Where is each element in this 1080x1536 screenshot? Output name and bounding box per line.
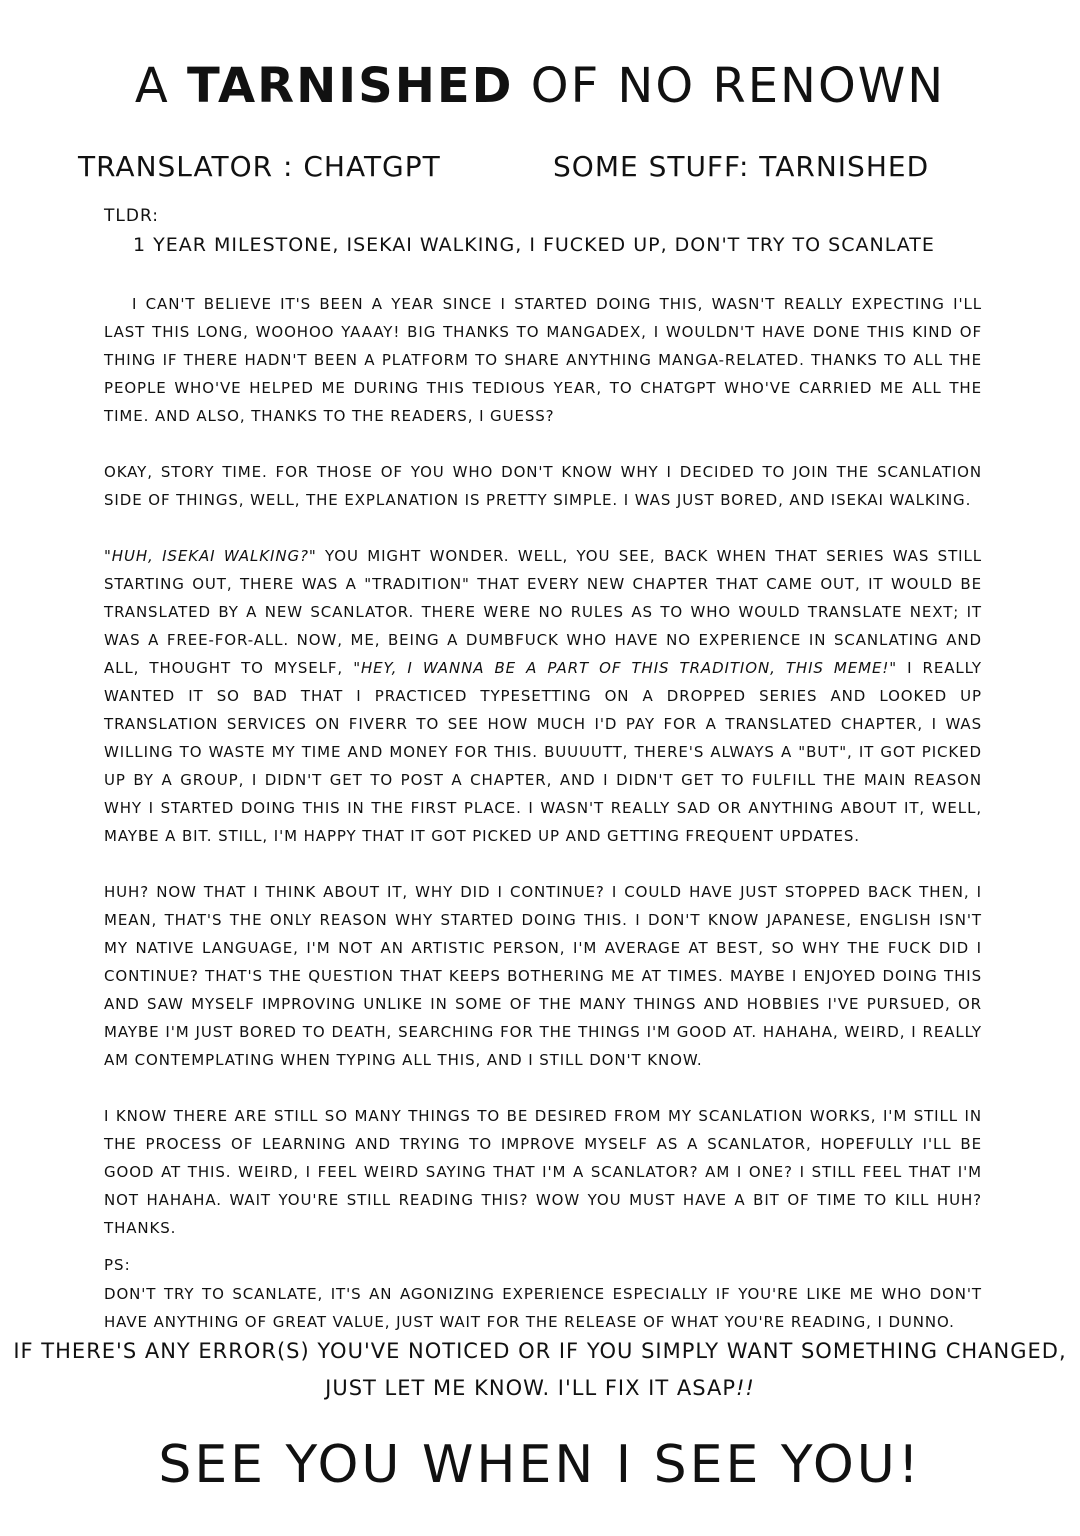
title-prefix: A xyxy=(134,58,170,114)
ps-label: PS: xyxy=(104,1256,131,1274)
paragraph-ps: DON'T TRY TO SCANLATE, IT'S AN AGONIZING EXPERIENCE ESPECIALLY IF YOU'RE LIKE ME WHO DON'T HAVE ANYTHING OF GREAT VALUE, JUST WAIT FOR THE RELEASE OF WHAT YOU'RE READING, I DUNNO. xyxy=(104,1285,982,1331)
translator-credit: TRANSLATOR : CHATGPT xyxy=(78,150,441,183)
signoff: SEE YOU WHEN I SEE YOU! xyxy=(158,1435,922,1495)
page-title xyxy=(0,58,1080,114)
paragraph-3-part-b: I REALLY WANTED IT SO BAD THAT I PRACTICED TYPESETTING ON A DROPPED SERIES AND LOOKED UP TRANSLATION SERVICES ON FIVERR TO SEE HOW MUCH I'D PAY FOR A TRANSLATED CHAPTER, I WAS WILLING TO WASTE MY TIME AND MONEY FOR THIS. BUUUUTT, THERE'S ALWAYS A "BUT", IT GOT PICKED UP BY A GROUP, I DIDN'T GET TO POST A CHAPTER, AND I DIDN'T GET TO FULFILL THE MAIN REASON WHY I STARTED DOING THIS IN THE FIRST PLACE. I WASN'T REALLY SAD OR ANYTHING ABOUT IT, WELL, MAYBE A BIT. STILL, I'M HAPPY THAT IT GOT PICKED UP AND GETTING FREQUENT UPDATES. xyxy=(104,659,982,845)
quote-tradition: "HEY, I WANNA BE A PART OF THIS TRADITION, THIS MEME!" xyxy=(353,659,898,677)
footer-line-2-exclaim: !! xyxy=(736,1376,755,1400)
footer-line-2-text: JUST LET ME KNOW. I'LL FIX IT ASAP xyxy=(325,1376,736,1400)
footer-line-1: IF THERE'S ANY ERROR(S) YOU'VE NOTICED OR IF YOU SIMPLY WANT SOMETHING CHANGED, xyxy=(13,1339,1067,1363)
quote-isekai: "HUH, ISEKAI WALKING?" xyxy=(104,547,317,565)
tldr-label: TLDR: xyxy=(104,206,159,226)
footer-line-2 xyxy=(0,1376,1080,1400)
stuff-credit: SOME STUFF: TARNISHED xyxy=(553,150,930,183)
title-suffix: OF NO RENOWN xyxy=(530,58,946,114)
title-bold: TARNISHED xyxy=(186,58,514,114)
paragraph-3-part-a: YOU MIGHT WONDER. WELL, YOU SEE, BACK WHEN THAT SERIES WAS STILL STARTING OUT, THERE WAS A "TRADITION" THAT EVERY NEW CHAPTER THAT CAME OUT, IT WOULD BE TRANSLATED BY A NEW SCANLATOR. THERE WERE NO RULES AS TO WHO WOULD TRANSLATE NEXT; IT WAS A FREE-FOR-ALL. NOW, ME, BEING A DUMBFUCK WHO HAVE NO EXPERIENCE IN SCANLATING AND ALL, THOUGHT TO MYSELF, xyxy=(104,547,982,677)
tldr-text: 1 YEAR MILESTONE, ISEKAI WALKING, I FUCKED UP, DON'T TRY TO SCANLATE xyxy=(133,234,935,256)
paragraph-5: I KNOW THERE ARE STILL SO MANY THINGS TO BE DESIRED FROM MY SCANLATION WORKS, I'M STILL IN THE PROCESS OF LEARNING AND TRYING TO IMPROVE MYSELF AS A SCANLATOR, HOPEFULLY I'LL BE GOOD AT THIS. WEIRD, I FEEL WEIRD SAYING THAT I'M A SCANLATOR? AM I ONE? I STILL FEEL THAT I'M NOT HAHAHA. WAIT YOU'RE STILL READING THIS? WOW YOU MUST HAVE A BIT OF TIME TO KILL HUH? THANKS. xyxy=(104,1107,982,1237)
paragraph-3 xyxy=(104,542,982,850)
paragraph-4: HUH? NOW THAT I THINK ABOUT IT, WHY DID I CONTINUE? I COULD HAVE JUST STOPPED BACK THEN, I MEAN, THAT'S THE ONLY REASON WHY STARTED DOING THIS. I DON'T KNOW JAPANESE, ENGLISH ISN'T MY NATIVE LANGUAGE, I'M NOT AN ARTISTIC PERSON, I'M AVERAGE AT BEST, SO WHY THE FUCK DID I CONTINUE? THAT'S THE QUESTION THAT KEEPS BOTHERING ME AT TIMES. MAYBE I ENJOYED DOING THIS AND SAW MYSELF IMPROVING UNLIKE IN SOME OF THE MANY THINGS AND HOBBIES I'VE PURSUED, OR MAYBE I'M JUST BORED TO DEATH, SEARCHING FOR THE THINGS I'M GOOD AT. HAHAHA, WEIRD, I REALLY AM CONTEMPLATING WHEN TYPING ALL THIS, AND I STILL DON'T KNOW. xyxy=(104,883,982,1069)
paragraph-1: I CAN'T BELIEVE IT'S BEEN A YEAR SINCE I STARTED DOING THIS, WASN'T REALLY EXPECTING I'LL LAST THIS LONG, WOOHOO YAAAY! BIG THANKS TO MANGADEX, I WOULDN'T HAVE DONE THIS KIND OF THING IF THERE HADN'T BEEN A PLATFORM TO SHARE ANYTHING MANGA-RELATED. THANKS TO ALL THE PEOPLE WHO'VE HELPED ME DURING THIS TEDIOUS YEAR, TO CHATGPT WHO'VE CARRIED ME ALL THE TIME. AND ALSO, THANKS TO THE READERS, I GUESS? xyxy=(104,295,982,425)
paragraph-2: OKAY, STORY TIME. FOR THOSE OF YOU WHO DON'T KNOW WHY I DECIDED TO JOIN THE SCANLATION SIDE OF THINGS, WELL, THE EXPLANATION IS PRETTY SIMPLE. I WAS JUST BORED, AND ISEKAI WALKING. xyxy=(104,463,982,509)
